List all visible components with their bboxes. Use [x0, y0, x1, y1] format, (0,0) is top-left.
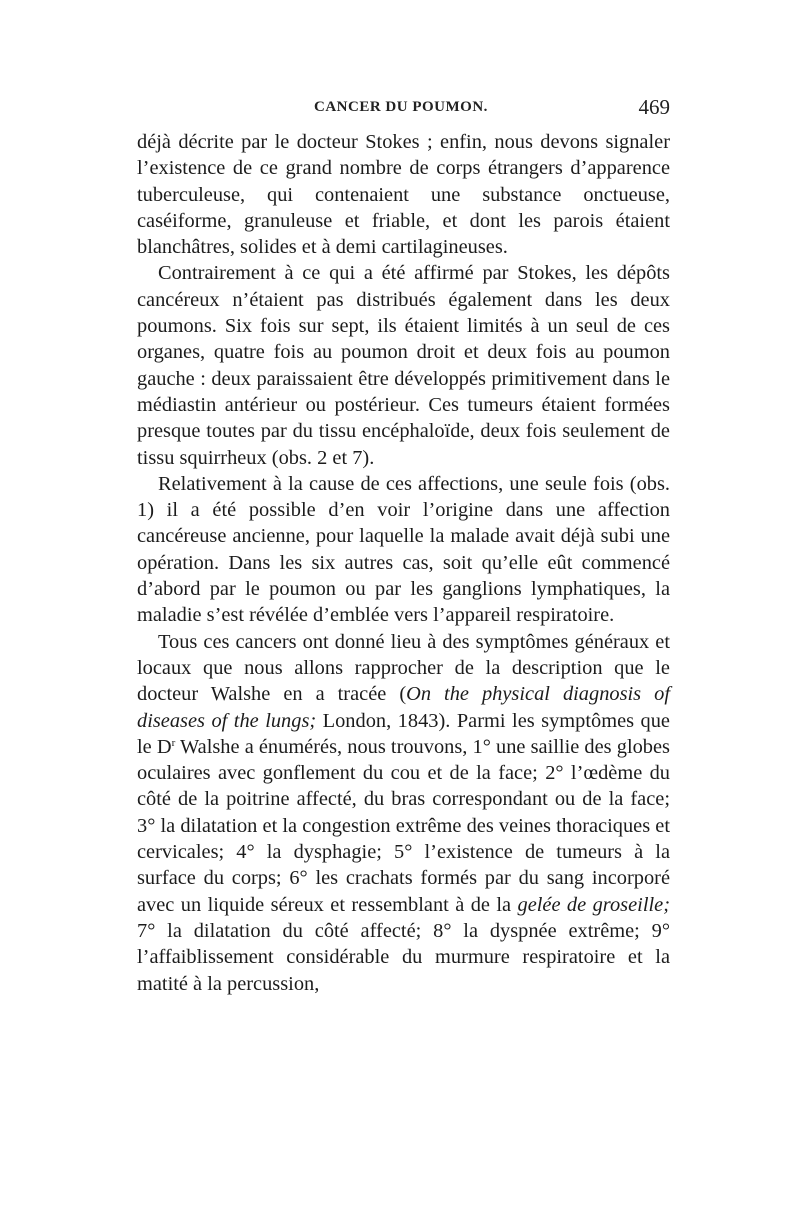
paragraph-1: déjà décrite par le docteur Stokes ; enfin, nous devons signaler l’existence de ce grand nombre de corps étrangers d’apparence tuberculeuse, qui contenaient une substance onctueuse, caséiforme, granuleuse et friable, et dont les parois étaient blanchâtres, solides et à demi cartilagineuses.: [137, 131, 670, 259]
page-header: [137, 95, 670, 129]
paragraph-2: Contrairement à ce qui a été affirmé par Stokes, les dépôts cancéreux n’étaient pas distribués également dans les deux poumons. Six fois sur sept, ils étaient limités à un seul de ces organes, quatre fois au poumon droit et deux fois au poumon gauche : deux paraissaient être développés primitivement dans le médiastin antérieur ou postérieur. Ces tumeurs étaient formées presque toutes par du tissu encéphaloïde, deux fois seulement de tissu squirrheux (obs. 2 et 7).: [137, 262, 670, 469]
paragraph-3: Relativement à la cause de ces affections, une seule fois (obs. 1) il a été possible d’en voir l’origine dans une affection cancéreuse ancienne, pour laquelle la malade avait déjà subi une opération. Dans les six autres cas, soit qu’elle eût commencé d’abord par le poumon ou par les ganglions lymphatiques, la maladie s’est révélée d’emblée vers l’appareil respiratoire.: [137, 472, 670, 627]
running-head: CANCER DU POUMON.: [314, 99, 488, 115]
gelee-italic: gelée de groseille;: [517, 893, 670, 916]
book-page: [137, 95, 670, 997]
paragraph-4-text-1: Tous ces cancers ont donné lieu à des symptômes généraux et locaux que nous allons rapprocher de la description que le docteur Walshe en a tracée (: [137, 630, 670, 706]
paragraph-4-text-2: London, 1843). Parmi les symptômes que le D: [137, 709, 670, 758]
body-text: [137, 129, 670, 997]
paragraph-4-text-3: Walshe a énumérés, nous trouvons, 1° une saillie des globes oculaires avec gonflement du cou et de la face; 2° l’œdème du côté de la poitrine affecté, du bras correspondant ou de la face; 3° la dilatation et la congestion extrême des veines thoraciques et cervicales; 4° la dysphagie; 5° l’existence de tumeurs à la surface du corps; 6° les crachats formés par du sang incorporé avec un liquide séreux et ressemblant à de la: [137, 735, 670, 916]
paragraph-4-text-4: 7° la dilatation du côté affecté; 8° la dyspnée extrême; 9° l’affaiblissement considérable du murmure respiratoire et la matité à la percussion,: [137, 919, 670, 995]
doctor-abbrev-superscript: r: [171, 736, 176, 749]
book-title-italic: On the physical diagnosis of diseases of the lungs;: [137, 683, 670, 732]
page-number: 469: [638, 95, 670, 119]
paragraph-4: [137, 629, 670, 997]
